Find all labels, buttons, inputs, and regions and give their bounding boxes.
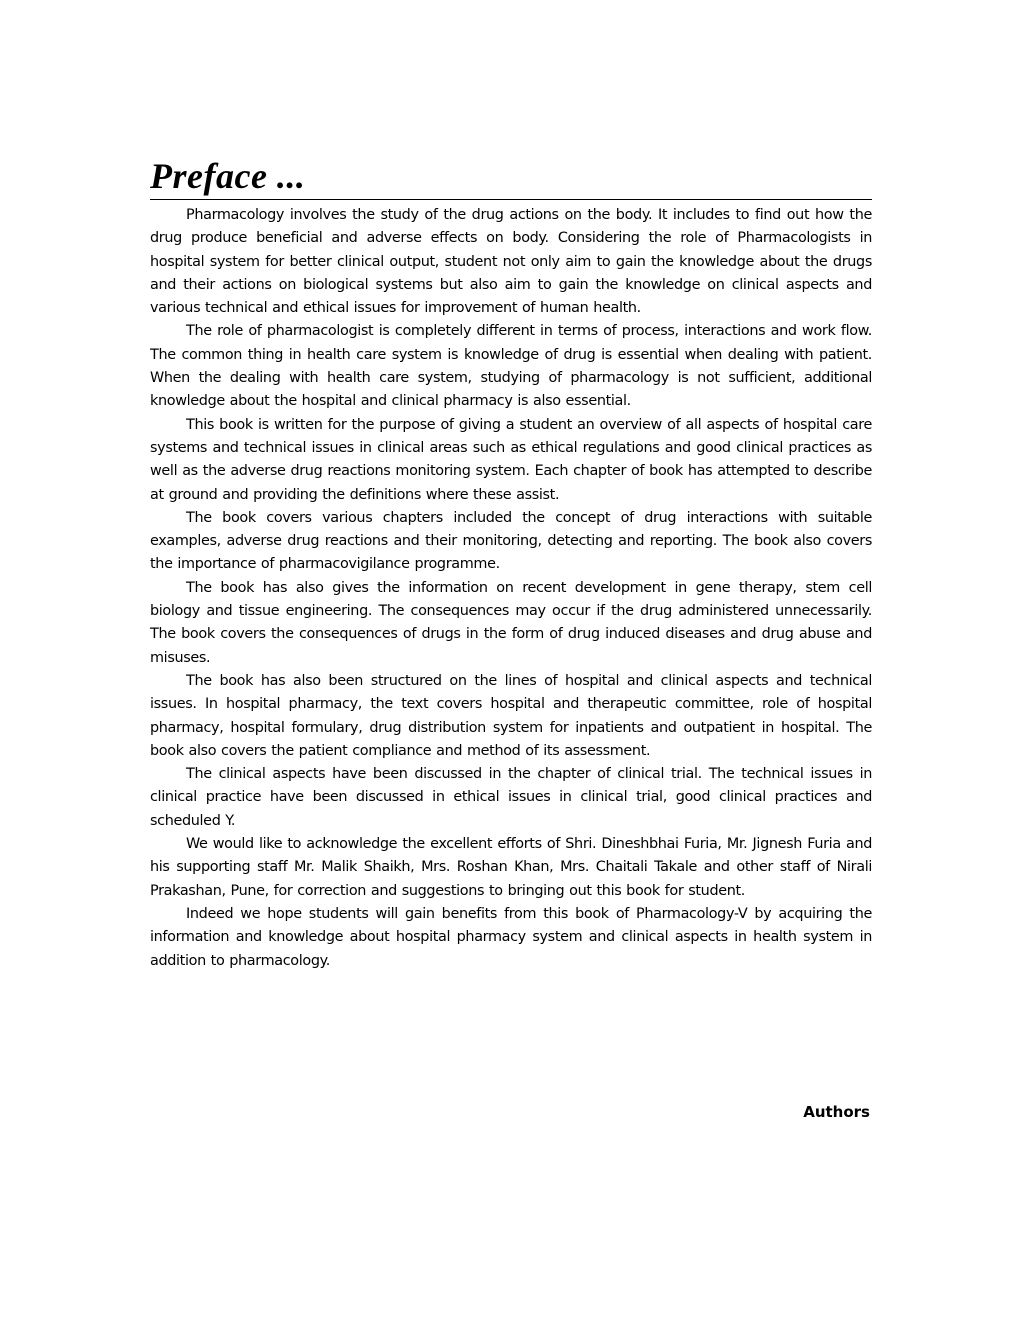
paragraph-5: The book has also gives the information on recent development in gene therapy, stem cell biology and tissue engineering. The consequences may occur if the drug administered unnecessarily. The book covers the consequences of drugs in the form of drug induced diseases and drug abuse and misuses. — [150, 579, 872, 666]
page-title: Preface ... — [150, 156, 306, 196]
paragraph-8: We would like to acknowledge the excellent efforts of Shri. Dineshbhai Furia, Mr. Jignesh Furia and his supporting staff Mr. Malik Shaikh, Mrs. Roshan Khan, Mrs. Chaitali Takale and other staff of Nirali Prakashan, Pune, for correction and suggestions to bringing out this book for student. — [150, 836, 872, 899]
title-underline — [150, 199, 872, 200]
paragraph-7: The clinical aspects have been discussed in the chapter of clinical trial. The technical issues in clinical practice have been discussed in ethical issues in clinical trial, good clinical practices and scheduled Y. — [150, 766, 872, 829]
paragraph-4: The book covers various chapters included the concept of drug interactions with suitable examples, adverse drug reactions and their monitoring, detecting and reporting. The book also covers the importance of pharmacovigilance programme. — [150, 509, 872, 573]
preface-body — [150, 204, 872, 973]
authors-signature: Authors — [803, 1103, 870, 1121]
paragraph-1: Pharmacology involves the study of the drug actions on the body. It includes to find out how the drug produce beneficial and adverse effects on body. Considering the role of Pharmacologists in hospital system for better clinical output, student not only aim to gain the knowledge about the drugs and their actions on biological systems but also aim to gain the knowledge on clinical aspects and various technical and ethical issues for improvement of human health. — [150, 207, 872, 317]
paragraph-9: Indeed we hope students will gain benefits from this book of Pharmacology-V by acquiring the information and knowledge about hospital pharmacy system and clinical aspects in health system in addition to pharmacology. — [150, 905, 872, 969]
paragraph-6: The book has also been structured on the lines of hospital and clinical aspects and technical issues. In hospital pharmacy, the text covers hospital and therapeutic committee, role of hospital pharmacy, hospital formulary, drug distribution system for inpatients and outpatient in hospital. The book also covers the patient compliance and method of its assessment. — [150, 672, 872, 759]
preface-page — [150, 155, 872, 973]
paragraph-2: The role of pharmacologist is completely different in terms of process, interactions and work flow. The common thing in health care system is knowledge of drug is essential when dealing with patient. When the dealing with health care system, studying of pharmacology is not sufficient, additional knowledge about the hospital and clinical pharmacy is also essential. — [150, 323, 872, 410]
paragraph-3: This book is written for the purpose of giving a student an overview of all aspects of hospital care systems and technical issues in clinical areas such as ethical regulations and good clinical practices as well as the adverse drug reactions monitoring system. Each chapter of book has attempted to describe at ground and providing the definitions where these assist. — [150, 416, 872, 503]
